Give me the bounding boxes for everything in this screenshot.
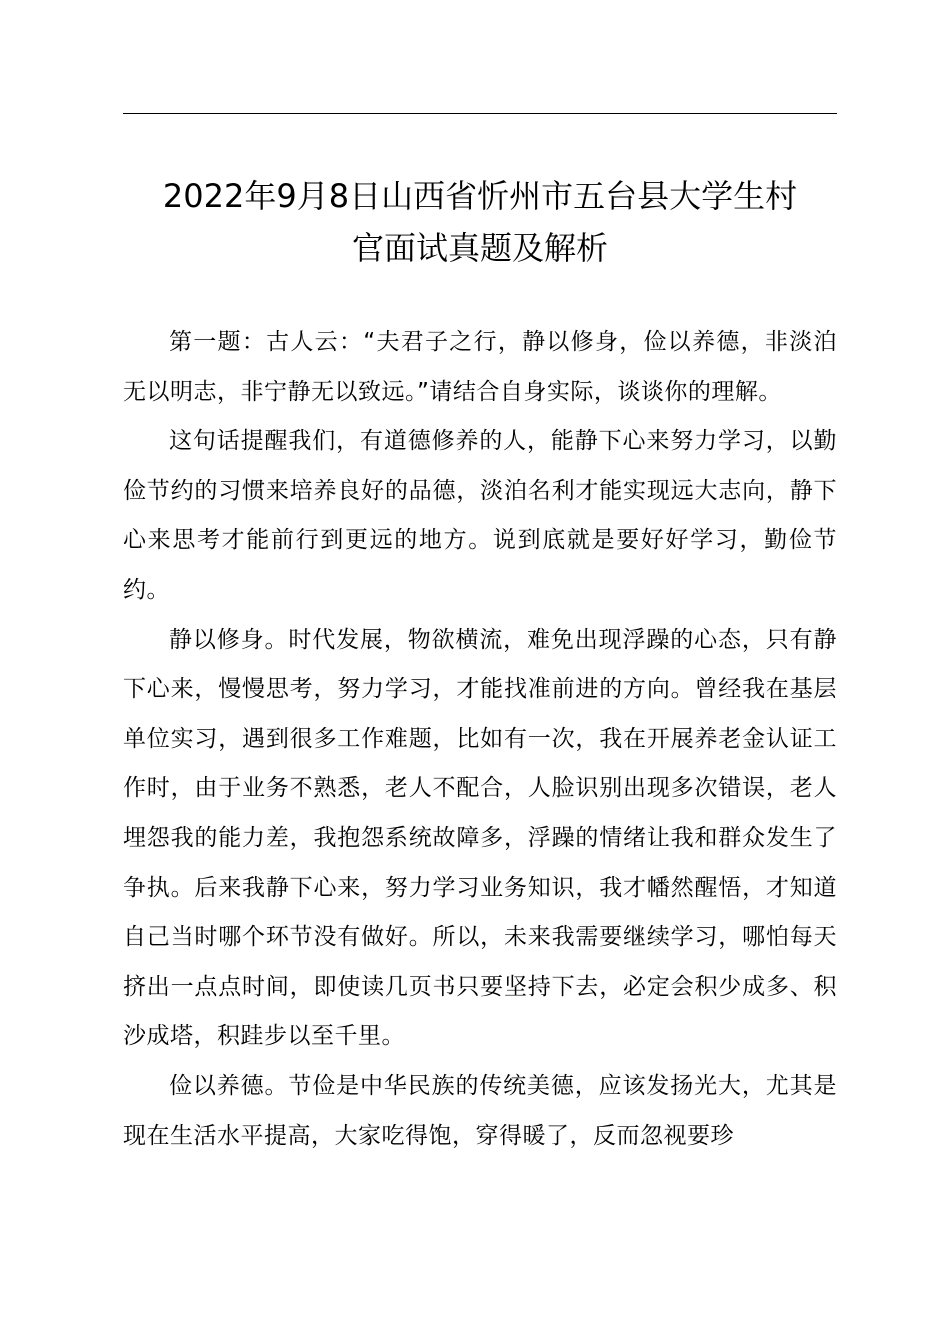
title-line-2: 官面试真题及解析 [351,229,608,267]
header-rule [123,113,837,114]
paragraph-self-cultivation: 静以修身。时代发展，物欲横流，难免出现浮躁的心态，只有静下心来，慢慢思考，努力学习，才能找准前进的方向。曾经我在基层单位实习，遇到很多工作难题，比如有一次，我在开展养老金认证工作时，由于业务不熟悉，老人不配合，人脸识别出现多次错误，老人埋怨我的能力差，我抱怨系统故障多，浮躁的情绪让我和群众发生了争执。后来我静下心来，努力学习业务知识，我才幡然醒悟，才知道自己当时哪个环节没有做好。所以，未来我需要继续学习，哪怕每天挤出一点点时间，即使读几页书只要坚持下去，必定会积少成多、积沙成塔，积跬步以至千里。 [123,626,837,1050]
title-line-1: 2022年9月8日山西省忻州市五台县大学生村 [162,177,798,215]
paragraph-intro: 这句话提醒我们，有道德修养的人，能静下心来努力学习，以勤俭节约的习惯来培养良好的品德，淡泊名利才能实现远大志向，静下心来思考才能前行到更远的地方。说到底就是要好好学习，勤俭节约。 [123,428,837,603]
document-body [123,318,837,1161]
document-title [123,170,837,274]
paragraph-question: 第一题：古人云：“夫君子之行，静以修身，俭以养德，非淡泊无以明志，非宁静无以致远。”请结合自身实际，谈谈你的理解。 [123,329,837,405]
paragraph-frugality: 俭以养德。节俭是中华民族的传统美德，应该发扬光大，尤其是现在生活水平提高，大家吃得饱，穿得暖了，反而忽视要珍 [123,1072,837,1149]
